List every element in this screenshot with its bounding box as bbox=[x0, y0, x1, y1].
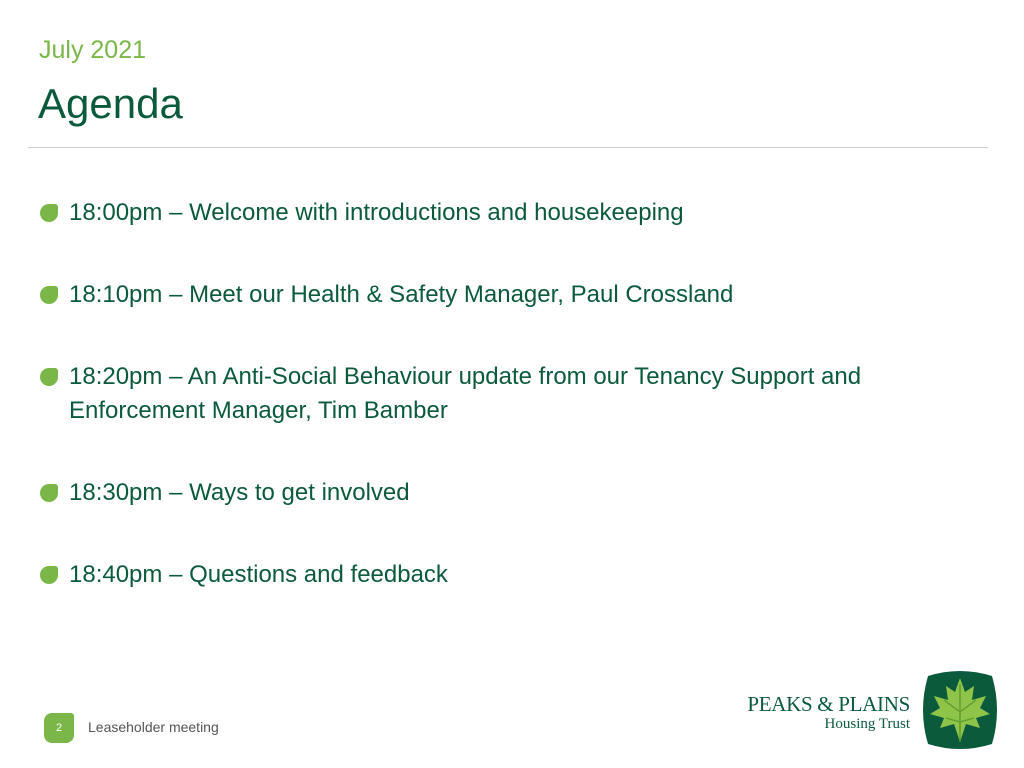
leaf-bullet-icon bbox=[40, 204, 58, 222]
agenda-list bbox=[40, 196, 980, 592]
leaf-bullet-icon bbox=[40, 286, 58, 304]
leaf-bullet-icon bbox=[40, 566, 58, 584]
leaf-bullet-icon bbox=[40, 484, 58, 502]
logo-subtitle: Housing Trust bbox=[824, 716, 910, 732]
logo-name: PEAKS & PLAINS bbox=[747, 692, 910, 716]
agenda-item-text: 18:00pm – Welcome with introductions and housekeeping bbox=[69, 199, 684, 226]
page-number-badge: 2 bbox=[44, 713, 74, 743]
agenda-item-text: 18:10pm – Meet our Health & Safety Manager, Paul Crossland bbox=[69, 281, 734, 308]
agenda-item bbox=[40, 360, 980, 428]
peaks-plains-logo bbox=[746, 668, 1006, 752]
agenda-item bbox=[40, 558, 980, 592]
maple-leaf-icon bbox=[918, 668, 1002, 752]
title-divider bbox=[28, 147, 988, 148]
agenda-item-text: 18:40pm – Questions and feedback bbox=[69, 561, 448, 588]
agenda-item bbox=[40, 476, 980, 510]
agenda-item bbox=[40, 196, 980, 230]
slide-date: July 2021 bbox=[39, 36, 147, 64]
leaf-bullet-icon bbox=[40, 368, 58, 386]
footer-label: Leaseholder meeting bbox=[88, 719, 219, 735]
agenda-item-text: 18:30pm – Ways to get involved bbox=[69, 479, 410, 506]
agenda-item bbox=[40, 278, 980, 312]
agenda-item-text: 18:20pm – An Anti-Social Behaviour update from our Tenancy Support and Enforcement Manager, Tim Bamber bbox=[69, 363, 862, 424]
slide-title: Agenda bbox=[38, 80, 183, 127]
